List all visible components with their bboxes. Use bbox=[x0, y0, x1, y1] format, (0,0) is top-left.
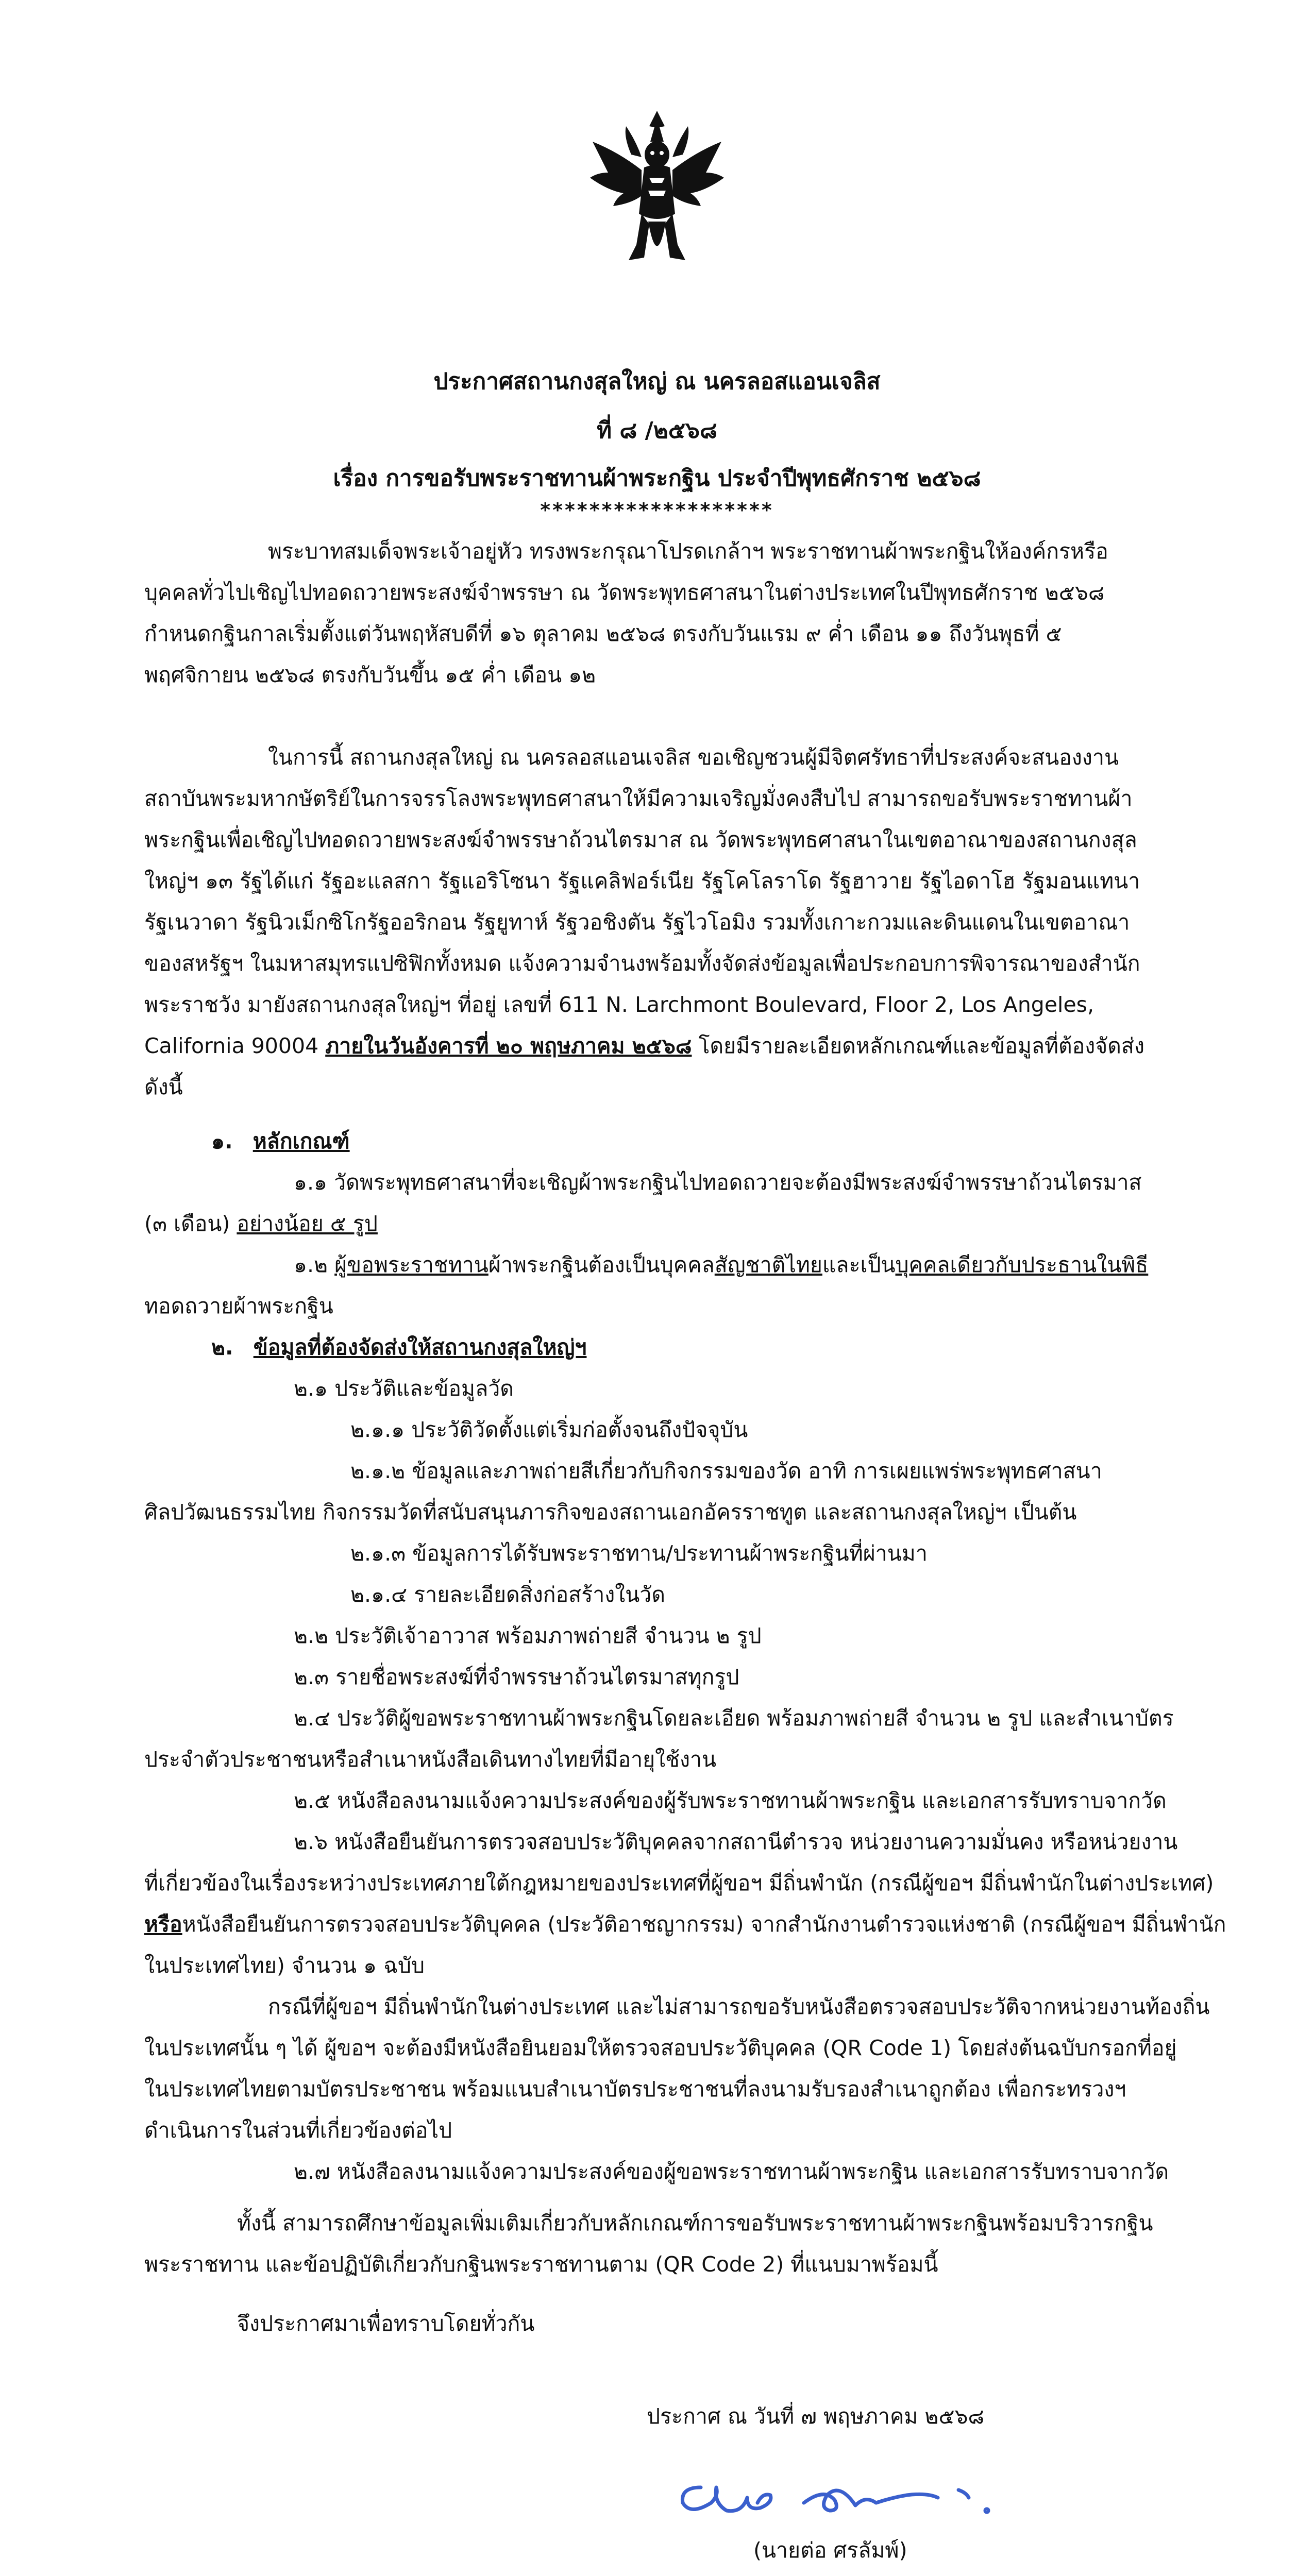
item-2-6-line2: ที่เกี่ยวข้องในเรื่องระหว่างประเทศภายใต้กฎหมายของประเทศที่ผู้ขอฯ มีถิ่นพำนัก (กรณีผู้ขอฯ มีถิ่นพำนักในต่างประเทศ) bbox=[144, 1871, 1214, 1895]
item-1-2-line2: ทอดถวายผ้าพระกฐิน bbox=[144, 1294, 333, 1318]
item-2-1: ๒.๑ ประวัติและข้อมูลวัด bbox=[294, 1376, 514, 1401]
item-1-1-min-monks: อย่างน้อย ๕ รูป bbox=[237, 1211, 378, 1236]
body-text: ในการนี้ สถานกงสุลใหญ่ ณ นครลอสแอนเจลิส ขอเชิญชวนผู้มีจิตศรัทธาที่ประสงค์จะสนองงานสถาบันพระมหากษัตริย์ในการจรรโลงพระพุทธศาสนาให้มีความเจริญมั่งคงสืบไป สามารถขอรับพระราชทานผ้าพระกฐินเพื่อเชิญไปทอดถวายพระสงฆ์จำพรรษาถ้วนไตรมาส ณ วัดพระพุทธศาสนาในเขตอาณาของสถานกงสุลใหญ่ฯ ๑๓ รัฐได้แก่ รัฐอะแลสกา รัฐแอริโซนา รัฐแคลิฟอร์เนีย รัฐโคโลราโด รัฐฮาวาย รัฐไอดาโฮ รัฐมอนแทนา รัฐเนวาดา รัฐนิวเม็กซิโกรัฐออริกอน รัฐยูทาห์ รัฐวอชิงตัน รัฐไวโอมิง รวมทั้งเกาะกวมและดินแดนในเขตอาณาของสหรัฐฯ ในมหาสมุทรแปซิฟิกทั้งหมด แจ้งความจำนงพร้อมทั้งจัดส่งข้อมูลเพื่อประกอบการพิจารณาของสำนักพระราชวัง มายังสถานกงสุลใหญ่ฯ ที่อยู่ เลขที่ 611 N. Larchmont Boulevard, Floor 2, Los Angeles, California 90004 bbox=[144, 745, 1140, 1058]
more-info-line1: ทั้งนี้ สามารถศึกษาข้อมูลเพิ่มเติมเกี่ยวกับหลักเกณฑ์การขอรับพระราชทานผ้าพระกฐินพร้อมบริวารกฐิน bbox=[237, 2211, 1153, 2235]
item-2-1-1: ๒.๑.๑ ประวัติวัดตั้งแต่เริ่มก่อตั้งจนถึงปัจจุบัน bbox=[350, 1417, 748, 1442]
announce-date: ประกาศ ณ วันที่ ๗ พฤษภาคม ๒๕๖๘ bbox=[647, 2404, 985, 2429]
item-2-6-line4: ในประเทศไทย) จำนวน ๑ ฉบับ bbox=[144, 1953, 425, 1978]
item-1-2-chairperson: บุคคลเดียวกับประธานในพิธี bbox=[895, 1252, 1149, 1277]
signer-name: (นายต่อ ศรลัมพ์) bbox=[753, 2538, 907, 2563]
section2-title: ข้อมูลที่ต้องจัดส่งให้สถานกงสุลใหญ่ฯ bbox=[253, 1335, 587, 1360]
item-2-6-line3 bbox=[144, 1908, 1226, 1941]
garuda-emblem-icon bbox=[587, 106, 727, 276]
item-2-7: ๒.๗ หนังสือลงนามแจ้งความประสงค์ของผู้ขอพระราชทานผ้าพระกฐิน และเอกสารรับทราบจากวัด bbox=[294, 2159, 1169, 2184]
item-1-2-text2: และเป็น bbox=[822, 1252, 896, 1277]
item-2-1-2-line2: ศิลปวัฒนธรรมไทย กิจกรรมวัดที่สนับสนุนภารกิจของสถานเอกอัครราชทูต และสถานกงสุลใหญ่ฯ เป็นต้น bbox=[144, 1500, 1077, 1524]
case-line2: ในประเทศนั้น ๆ ได้ ผู้ขอฯ จะต้องมีหนังสือยินยอมให้ตรวจสอบประวัติบุคคล (QR Code 1) โดยส่งต้นฉบับกรอกที่อยู่ bbox=[144, 2036, 1177, 2060]
item-2-1-3: ๒.๑.๓ ข้อมูลการได้รับพระราชทาน/ประทานผ้าพระกฐินที่ผ่านมา bbox=[350, 1541, 928, 1566]
item-2-1-2-line1: ๒.๑.๒ ข้อมูลและภาพถ่ายสีเกี่ยวกับกิจกรรมของวัด อาทิ การเผยแพร่พระพุทธศาสนา bbox=[350, 1459, 1102, 1483]
deadline-text: ภายในวันอังคารที่ ๒๐ พฤษภาคม ๒๕๖๘ bbox=[325, 1033, 692, 1058]
announce-line: จึงประกาศมาเพื่อทราบโดยทั่วกัน bbox=[237, 2311, 535, 2336]
item-2-5: ๒.๕ หนังสือลงนามแจ้งความประสงค์ของผู้รับพระราชทานผ้าพระกฐิน และเอกสารรับทราบจากวัด bbox=[294, 1788, 1167, 1813]
more-info-line2: พระราชทาน และข้อปฏิบัติเกี่ยวกับกฐินพระราชทานตาม (QR Code 2) ที่แนบมาพร้อมนี้ bbox=[144, 2252, 938, 2277]
item-1-2-number: ๑.๒ bbox=[294, 1252, 328, 1277]
item-2-6-line1: ๒.๖ หนังสือยืนยันการตรวจสอบประวัติบุคคลจากสถานีตำรวจ หน่วยงานความมั่นคง หรือหน่วยงาน bbox=[294, 1829, 1178, 1854]
item-1-1-duration: (๓ เดือน) bbox=[144, 1211, 230, 1236]
announcement-subject: เรื่อง การขอรับพระราชทานผ้าพระกฐิน ประจำปีพุทธศักราช ๒๕๖๘ bbox=[333, 465, 981, 492]
case-line4: ดำเนินการในส่วนที่เกี่ยวข้องต่อไป bbox=[144, 2118, 452, 2143]
body-paragraph bbox=[144, 737, 1159, 1108]
item-1-2-text1: ผ้าพระกฐินต้องเป็นบุคคล bbox=[488, 1252, 715, 1277]
section1-title: หลักเกณฑ์ bbox=[252, 1129, 350, 1154]
item-1-2-requester: ผู้ขอพระราชทาน bbox=[334, 1252, 488, 1277]
item-2-6-text: หนังสือยืนยันการตรวจสอบประวัติบุคคล (ประวัติอาชญากรรม) จากสำนักงานตำรวจแห่งชาติ (กรณีผู้ขอฯ มีถิ่นพำนัก bbox=[182, 1912, 1226, 1937]
section2-heading bbox=[211, 1331, 586, 1364]
item-1-1-line1: ๑.๑ วัดพระพุทธศาสนาที่จะเชิญผ้าพระกฐินไปทอดถวายจะต้องมีพระสงฆ์จำพรรษาถ้วนไตรมาส bbox=[294, 1170, 1142, 1195]
announcement-number: ที่ ๘ /๒๕๖๘ bbox=[597, 417, 717, 444]
intro-text: พระบาทสมเด็จพระเจ้าอยู่หัว ทรงพระกรุณาโปรดเกล้าฯ พระราชทานผ้าพระกฐินให้องค์กรหรือบุคคลทั่วไปเชิญไปทอดถวายพระสงฆ์จำพรรษา ณ วัดพระพุทธศาสนาในต่างประเทศในปีพุทธศักราช ๒๕๖๘ กำหนดกฐินกาลเริ่มตั้งแต่วันพฤหัสบดีที่ ๑๖ ตุลาคม ๒๕๖๘ ตรงกับวันแรม ๙ ค่ำ เดือน ๑๑ ถึงวันพุธที่ ๕ พฤศจิกายน ๒๕๖๘ ตรงกับวันขึ้น ๑๕ ค่ำ เดือน ๑๒ bbox=[144, 539, 1108, 687]
body-tail: โดยมีรายละเอียดหลักเกณฑ์และข้อมูลที่ต้องจัดส่ง ดังนี้ bbox=[144, 1033, 1144, 1099]
item-1-2-line1 bbox=[294, 1248, 1148, 1282]
case-line3: ในประเทศไทยตามบัตรประชาชน พร้อมแนบสำเนาบัตรประชาชนที่ลงนามรับรองสำเนาถูกต้อง เพื่อกระทรวงฯ bbox=[144, 2077, 1126, 2102]
case-line1: กรณีที่ผู้ขอฯ มีถิ่นพำนักในต่างประเทศ และไม่สามารถขอรับหนังสือตรวจสอบประวัติจากหน่วยงานท้องถิ่น bbox=[268, 1994, 1210, 2019]
header-stars: ******************* bbox=[540, 499, 774, 521]
signature-image bbox=[670, 2467, 1010, 2523]
item-2-4-line1: ๒.๔ ประวัติผู้ขอพระราชทานผ้าพระกฐินโดยละเอียด พร้อมภาพถ่ายสี จำนวน ๒ รูป และสำเนาบัตร bbox=[294, 1706, 1174, 1731]
item-2-2: ๒.๒ ประวัติเจ้าอาวาส พร้อมภาพถ่ายสี จำนวน ๒ รูป bbox=[294, 1623, 762, 1648]
section1-heading bbox=[211, 1125, 350, 1158]
item-1-2-nationality: สัญชาติไทย bbox=[714, 1252, 822, 1277]
item-2-4-line2: ประจำตัวประชาชนหรือสำเนาหนังสือเดินทางไทยที่มีอายุใช้งาน bbox=[144, 1747, 717, 1772]
item-2-6-or: หรือ bbox=[144, 1912, 182, 1937]
section2-number: ๒. bbox=[211, 1335, 233, 1360]
item-2-1-4: ๒.๑.๔ รายละเอียดสิ่งก่อสร้างในวัด bbox=[350, 1582, 665, 1607]
item-1-1-line2 bbox=[144, 1207, 378, 1241]
section1-number: ๑. bbox=[211, 1129, 233, 1154]
intro-paragraph bbox=[144, 531, 1159, 696]
announcement-title: ประกาศสถานกงสุลใหญ่ ณ นครลอสแอนเจลิส bbox=[433, 368, 881, 395]
item-2-3: ๒.๓ รายชื่อพระสงฆ์ที่จำพรรษาถ้วนไตรมาสทุกรูป bbox=[294, 1665, 739, 1689]
